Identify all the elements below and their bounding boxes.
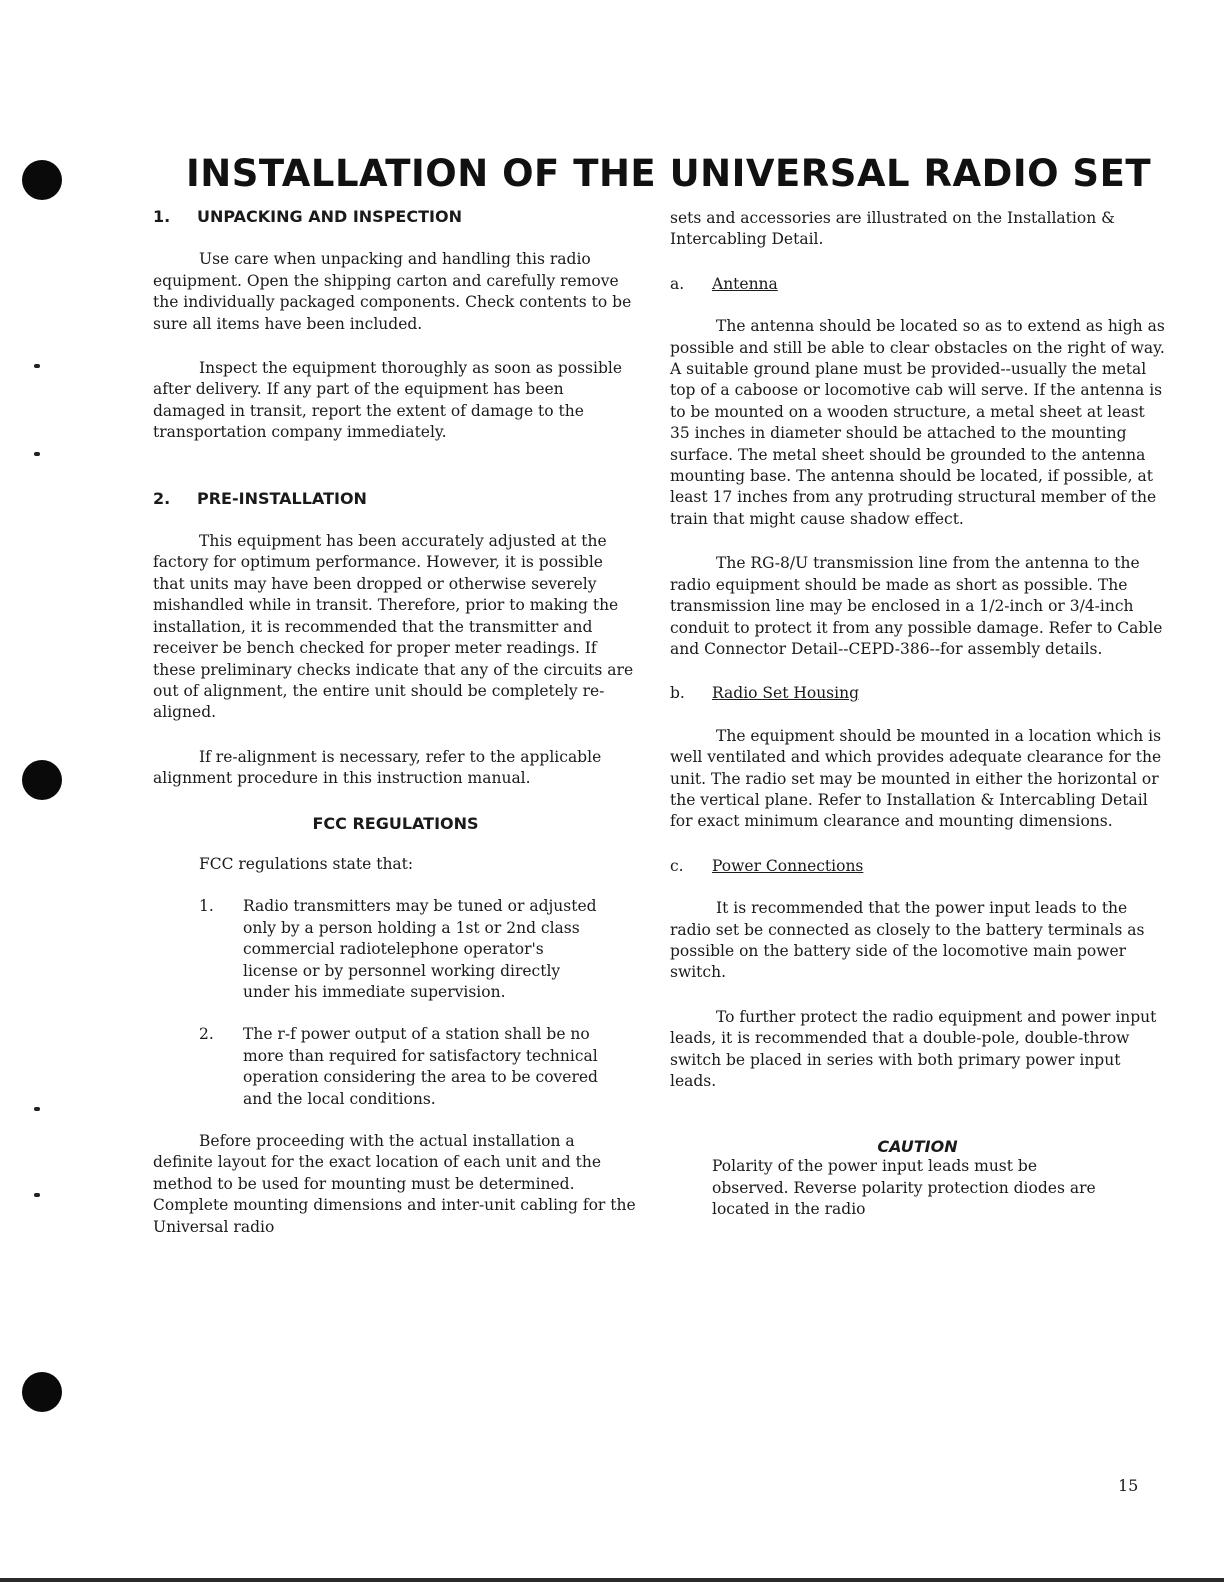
section-title: UNPACKING AND INSPECTION: [197, 207, 462, 226]
paragraph: Before proceeding with the actual installation a definite layout for the exact location of each unit and the method to be used for mounting must be determined. Complete mounting dimensions and inter-unit cabling for the Universal radio: [153, 1132, 636, 1236]
left-column: [153, 206, 638, 1261]
section-title: PRE-INSTALLATION: [197, 488, 367, 508]
paragraph: Inspect the equipment thoroughly as soon as possible after delivery. If any part of the equipment has been damaged in transit, report the extent of damage to the transportation company immediately.: [153, 359, 623, 442]
paragraph: Use care when unpacking and handling this radio equipment. Open the shipping carton and carefully remove the individually packaged components. Check contents to be sure all items have been included.: [153, 250, 632, 333]
section-heading-preinstallation: [153, 488, 638, 509]
subsection-letter: b.: [670, 684, 685, 703]
binder-hole-bottom: [22, 1372, 62, 1412]
binder-hole-middle: [22, 760, 62, 800]
list-text: The r-f power output of a station shall be no more than required for satisfactory technical operation considering the area to be covered and the local conditions.: [243, 1025, 598, 1108]
section-number: 1.: [153, 207, 171, 226]
paragraph-continuation: sets and accessories are illustrated on the Installation & Intercabling Detail.: [670, 209, 1115, 249]
list-number: 1.: [199, 897, 214, 916]
fcc-lead: FCC regulations state that:: [199, 854, 414, 873]
paragraph: If re-alignment is necessary, refer to the applicable alignment procedure in this instruction manual.: [153, 747, 602, 788]
subsection-title: Power Connections: [712, 856, 864, 875]
paragraph: It is recommended that the power input leads to the radio set be connected as closely to the battery terminals as possible on the battery side of the locomotive main power switch.: [670, 899, 1145, 982]
caution-text: Polarity of the power input leads must be observed. Reverse polarity protection diodes are located in the radio: [712, 1157, 1096, 1219]
paragraph: The equipment should be mounted in a location which is well ventilated and which provides adequate clearance for the unit. The radio set may be mounted in either the horizontal or the vertical plane. Refer to Installation & Intercabling Detail for exact minimum clearance and mounting dimensions.: [670, 726, 1162, 831]
page-number: 15: [1118, 1476, 1139, 1495]
margin-mark: [34, 452, 40, 456]
list-item: [153, 896, 638, 1003]
paragraph: To further protect the radio equipment and power input leads, it is recommended that a double-pole, double-throw switch be placed in series with both primary power input leads.: [670, 1007, 1157, 1090]
margin-mark: [34, 364, 40, 368]
subsection-heading-housing: [670, 683, 1165, 704]
list-item: [153, 1024, 638, 1110]
paragraph: The antenna should be located so as to extend as high as possible and still be able to clear obstacles on the right of way. A suitable ground plane must be provided--usually the metal top of a caboose or locomotive cab will serve. If the antenna is to be mounted on a wooden structure, a metal sheet at least 35 inches in diameter should be attached to the mounting surface. The metal sheet should be grounded to the antenna mounting base. The antenna should be located, if possible, at least 17 inches from any protruding structural member of the train that might cause shadow effect.: [670, 317, 1165, 528]
subsection-heading-antenna: [670, 274, 1165, 295]
subsection-letter: a.: [670, 274, 685, 293]
paragraph: The RG-8/U transmission line from the antenna to the radio equipment should be made as short as possible. The transmission line may be enclosed in a 1/2-inch or 3/4-inch conduit to protect it from any possible damage. Refer to Cable and Connector Detail--CEPD-386--for assembly details.: [670, 554, 1163, 658]
binder-hole-top: [22, 160, 62, 200]
margin-mark: [34, 1193, 40, 1197]
bottom-rule: [0, 1578, 1224, 1582]
margin-mark: [34, 1107, 40, 1111]
paragraph: This equipment has been accurately adjusted at the factory for optimum performance. However, it is possible that units may have been dropped or otherwise severely mishandled while in transit. Therefore, prior to making the installation, it is recommended that the transmitter and receiver be bench checked for proper meter readings. If these preliminary checks indicate that any of the circuits are out of alignment, the entire unit should be completely re-aligned.: [153, 532, 634, 722]
list-text: Radio transmitters may be tuned or adjusted only by a person holding a 1st or 2nd class commercial radiotelephone operator's license or by personnel working directly under his immediate supervision.: [243, 897, 597, 1001]
section-number: 2.: [153, 488, 171, 508]
page-title: INSTALLATION OF THE UNIVERSAL RADIO SET: [186, 152, 1152, 195]
list-number: 2.: [199, 1025, 214, 1044]
section-heading-unpacking: [153, 206, 638, 227]
fcc-heading: FCC REGULATIONS: [312, 813, 479, 833]
caution-heading: CAUTION: [877, 1137, 958, 1157]
subsection-title: Antenna: [712, 274, 778, 293]
right-column: [670, 208, 1165, 1221]
subsection-title: Radio Set Housing: [712, 684, 860, 703]
subsection-heading-power: [670, 856, 1165, 877]
subsection-letter: c.: [670, 856, 684, 875]
